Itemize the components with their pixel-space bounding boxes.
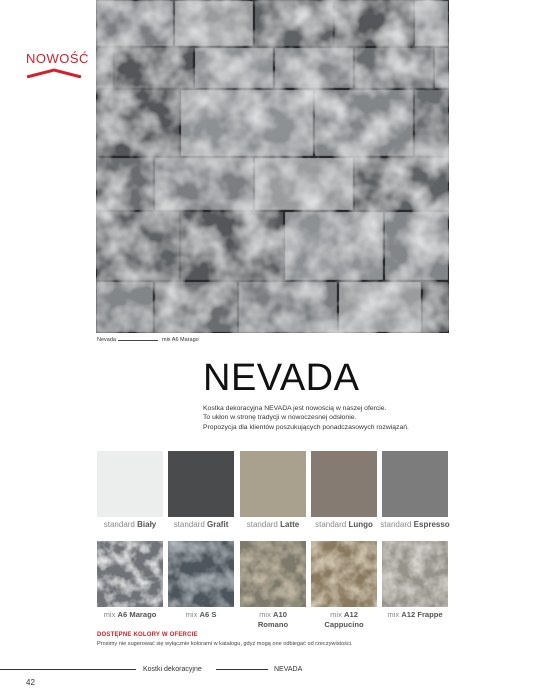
paving-stone <box>254 0 334 47</box>
label-name: A10 <box>273 610 287 619</box>
swatch-standard-lungo <box>311 451 377 517</box>
label-name: Espresso <box>413 520 450 529</box>
swatch-standard-espresso <box>382 451 448 517</box>
color-disclaimer: Prosimy nie sugerować się wyłącznie kolorami w katalogu, gdyż mogą one odbiegać od rzeczywistości. <box>97 641 353 647</box>
label-prefix: standard <box>173 520 205 529</box>
paving-stone <box>114 47 194 89</box>
hero-caption-name: Nevada <box>97 337 116 343</box>
footer-divider-left <box>0 669 136 670</box>
label-name: A6 Marago <box>117 610 157 619</box>
swatch-mix-a12-frappe <box>382 541 448 607</box>
swatch-label <box>168 520 234 530</box>
paving-stone <box>414 0 449 47</box>
swatch-standard-grafit <box>168 451 234 517</box>
page-number: 42 <box>26 678 35 687</box>
swatch-label <box>236 610 310 630</box>
label-name: Biały <box>137 520 157 529</box>
paving-stone <box>180 211 284 281</box>
label-name: Latte <box>280 520 300 529</box>
roof-arrow-icon <box>26 68 82 78</box>
label-name-line2: Romano <box>257 620 289 629</box>
footer-divider-middle <box>216 669 268 670</box>
swatch-standard-latte <box>240 451 306 517</box>
paving-stone <box>422 281 449 333</box>
label-prefix: mix <box>330 610 342 619</box>
paving-stone <box>314 89 414 157</box>
footer-section: Kostki dekoracyjne <box>143 666 202 673</box>
label-name: Grafit <box>207 520 229 529</box>
paving-stone <box>96 47 114 89</box>
paving-stone <box>238 281 338 333</box>
caption-divider <box>118 340 158 341</box>
paving-stone <box>414 89 449 157</box>
new-badge <box>26 51 89 78</box>
label-prefix: standard <box>246 520 278 529</box>
description-line: Kostka dekoracyjna NEVADA jest nowością w naszej ofercie. <box>203 405 387 412</box>
paving-stone <box>194 47 274 89</box>
paving-stone <box>154 157 254 211</box>
description-line: To ukłon w stronę tradycji w nowoczesnej odsłonie. <box>203 414 357 422</box>
label-prefix: mix <box>103 610 116 619</box>
paving-stone <box>96 0 174 47</box>
swatch-label <box>311 520 377 530</box>
label-prefix: mix <box>259 610 271 619</box>
swatch-label <box>378 520 452 530</box>
description-line: Propozycja dla klientów poszukujących ponadczasowych rozwiązań. <box>203 423 409 431</box>
swatch-mix-a6-marago <box>97 541 163 607</box>
paving-stone <box>96 211 180 281</box>
label-name-line2: Cappucino <box>324 620 364 629</box>
paving-stone <box>174 0 254 47</box>
swatch-standard-bialy <box>97 451 163 517</box>
hero-caption-variant: mix A6 Marago <box>162 337 199 343</box>
paving-stone <box>334 0 414 47</box>
paving-stone <box>434 47 449 89</box>
paving-stone <box>384 211 449 281</box>
paving-stone <box>354 157 449 211</box>
new-badge-label: NOWOŚĆ <box>26 51 89 66</box>
paving-stone <box>274 47 354 89</box>
label-prefix: standard <box>380 520 412 529</box>
swatch-label <box>93 610 167 620</box>
paving-stone <box>154 281 238 333</box>
swatch-label <box>378 610 452 620</box>
label-prefix: standard <box>315 520 347 529</box>
swatch-mix-a6-s <box>168 541 234 607</box>
label-prefix: mix <box>387 610 400 619</box>
product-title: NEVADA <box>203 357 360 399</box>
product-description <box>203 404 463 432</box>
paving-stone <box>96 157 154 211</box>
paving-stone <box>354 47 434 89</box>
label-prefix: standard <box>103 520 135 529</box>
paving-stone <box>96 89 180 157</box>
swatch-label <box>97 520 163 530</box>
hero-paving-image <box>96 0 449 333</box>
swatch-label <box>307 610 381 630</box>
footer-product: NEVADA <box>274 666 303 673</box>
swatch-label <box>164 610 238 620</box>
paving-stone <box>284 211 384 281</box>
paving-stone <box>180 89 314 157</box>
label-name: A12 <box>344 610 358 619</box>
label-name: Lungo <box>348 520 373 529</box>
paving-stone <box>338 281 422 333</box>
available-colors-heading: DOSTĘPNE KOLORY W OFERCIE <box>97 632 198 638</box>
label-prefix: mix <box>185 610 198 619</box>
paving-stone <box>254 157 354 211</box>
label-name: A12 Frappe <box>401 610 443 619</box>
swatch-mix-a12-cappucino <box>311 541 377 607</box>
label-name: A6 S <box>199 610 217 619</box>
swatch-mix-a10-romano <box>240 541 306 607</box>
paving-stone <box>96 281 154 333</box>
swatch-label <box>240 520 306 530</box>
